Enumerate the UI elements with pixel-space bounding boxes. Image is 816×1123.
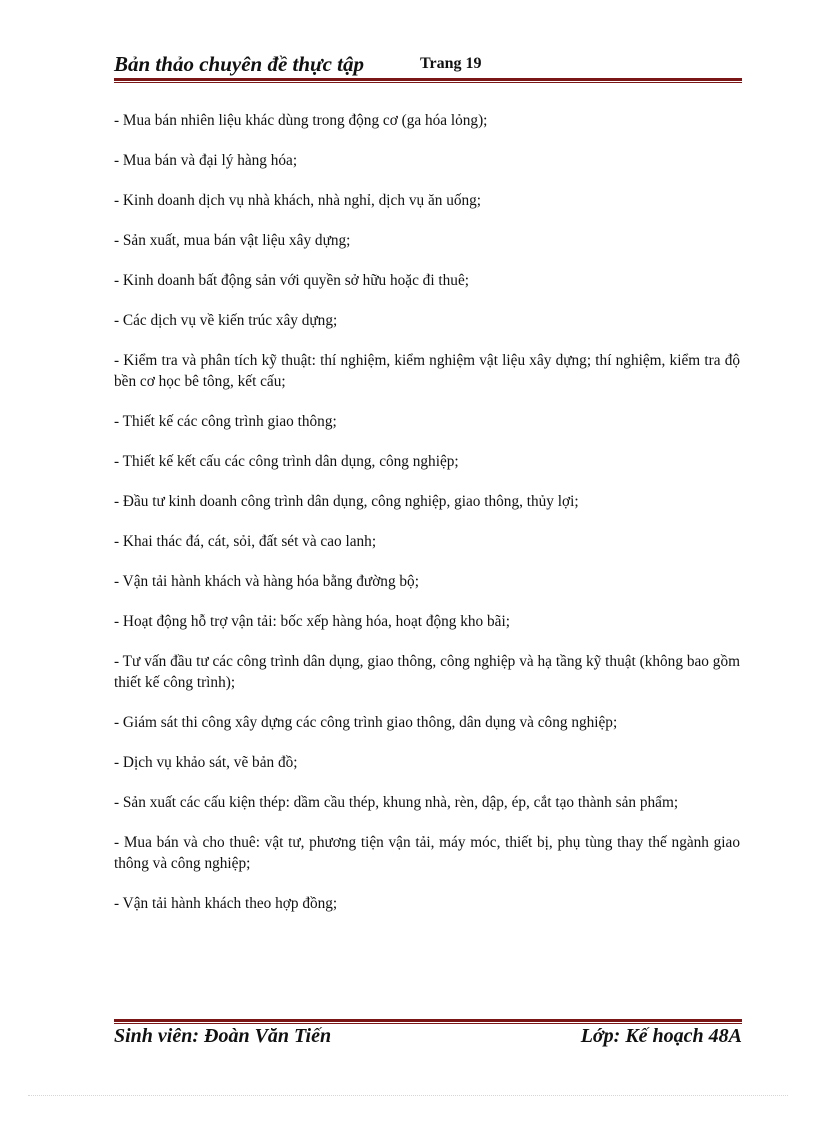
page-footer: [114, 1025, 742, 1055]
list-item: - Các dịch vụ về kiến trúc xây dựng;: [114, 312, 338, 329]
list-item: - Khai thác đá, cát, sỏi, đất sét và cao lanh;: [114, 533, 377, 550]
class-name: Lớp: Kế hoạch 48A: [580, 1025, 742, 1047]
document-body: [114, 110, 740, 933]
list-item: - Kiểm tra và phân tích kỹ thuật: thí nghiệm, kiểm nghiệm vật liệu xây dựng; thí nghiệm, kiểm tra độ bền cơ học bê tông, kết cấu;: [114, 352, 740, 390]
list-item: - Mua bán và cho thuê: vật tư, phương tiện vận tải, máy móc, thiết bị, phụ tùng thay thế ngành giao thông và công nghiệp;: [114, 834, 740, 872]
page-edge-divider: [28, 1095, 788, 1096]
list-item: - Tư vấn đầu tư các công trình dân dụng, giao thông, công nghiệp và hạ tầng kỹ thuật (không bao gồm thiết kế công trình);: [114, 653, 740, 691]
list-item: - Sản xuất, mua bán vật liệu xây dựng;: [114, 232, 351, 249]
list-item: - Mua bán và đại lý hàng hóa;: [114, 152, 298, 169]
document-title: Bản thảo chuyên đề thực tập: [114, 52, 365, 76]
page-header: [114, 50, 742, 80]
list-item: - Kinh doanh dịch vụ nhà khách, nhà nghỉ, dịch vụ ăn uống;: [114, 192, 482, 209]
list-item: - Sản xuất các cấu kiện thép: dầm cầu thép, khung nhà, rèn, dập, ép, cắt tạo thành sản phẩm;: [114, 794, 679, 811]
header-divider: [114, 78, 742, 83]
list-item: - Thiết kế kết cấu các công trình dân dụng, công nghiệp;: [114, 453, 459, 470]
list-item: - Vận tải hành khách và hàng hóa bằng đường bộ;: [114, 573, 419, 590]
page-number: Trang 19: [420, 55, 482, 72]
list-item: - Mua bán nhiên liệu khác dùng trong động cơ (ga hóa lỏng);: [114, 112, 488, 129]
list-item: - Thiết kế các công trình giao thông;: [114, 413, 337, 430]
student-name: Sinh viên: Đoàn Văn Tiến: [114, 1025, 332, 1047]
list-item: - Hoạt động hỗ trợ vận tải: bốc xếp hàng hóa, hoạt động kho bãi;: [114, 613, 510, 630]
list-item: - Dịch vụ khảo sát, vẽ bản đồ;: [114, 754, 298, 771]
list-item: - Giám sát thi công xây dựng các công trình giao thông, dân dụng và công nghiệp;: [114, 714, 618, 731]
list-item: - Kinh doanh bất động sản với quyền sở hữu hoặc đi thuê;: [114, 272, 469, 289]
list-item: - Đầu tư kinh doanh công trình dân dụng, công nghiệp, giao thông, thủy lợi;: [114, 493, 579, 510]
list-item: - Vận tải hành khách theo hợp đồng;: [114, 895, 338, 912]
footer-divider: [114, 1019, 742, 1024]
